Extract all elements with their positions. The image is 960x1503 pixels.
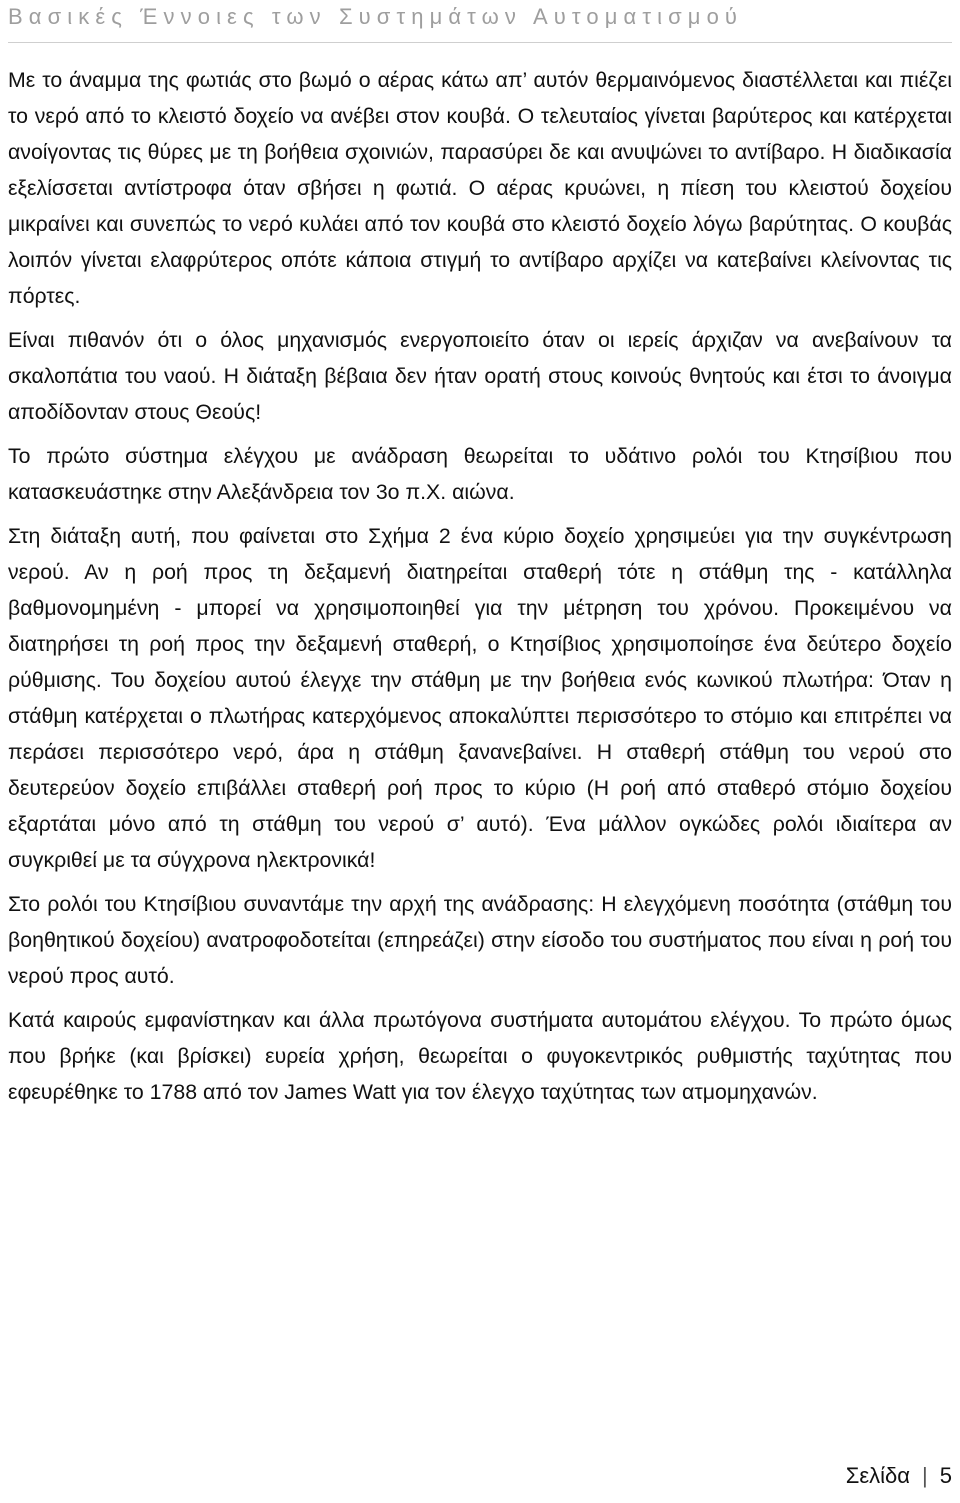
paragraph-5: Στο ρολόι του Κτησίβιου συναντάμε την αρχή της ανάδρασης: Η ελεγχόμενη ποσότητα (στάθμη του βοηθητικού δοχείου) ανατροφοδοτείται (επηρεάζει) στην είσοδο του συστήματος που είναι η ροή του νερού προς αυτό.	[8, 892, 952, 988]
paragraph-4: Στη διάταξη αυτή, που φαίνεται στο Σχήμα 2 ένα κύριο δοχείο χρησιμεύει για την συγκέντρωση νερού. Αν η ροή προς τη δεξαμενή διατηρείται σταθερή τότε η στάθμη της - κατάλληλα βαθμονομημένη - μπορεί να χρησιμοποιηθεί για την μέτρηση του χρόνου. Προκειμένου να διατηρήσει τη ροή προς την δεξαμενή σταθερή, ο Κτησίβιος χρησιμοποίησε ένα δεύτερο δοχείο ρύθμισης. Του δοχείου αυτού έλεγχε την στάθμη με την βοήθεια ενός κωνικού πλωτήρα: Όταν η στάθμη κατέρχεται ο πλωτήρας κατερχόμενος αποκαλύπτει περισσότερο το στόμιο και επιτρέπει να περάσει περισσότερο νερό, άρα η στάθμη ξανανεβαίνει. Η σταθερή στάθμη του νερού στο δευτερεύον δοχείο επιβάλλει σταθερή ροή προς το κύριο (Η ροή από σταθερό στόμιο δοχείου εξαρτάται μόνο από τη στάθμη του νερού σ’ αυτό). Ένα μάλλον ογκώδες ρολόι ιδιαίτερα αν συγκριθεί με τα σύγχρονα ηλεκτρονικά!	[8, 524, 952, 872]
paragraph-6: Κατά καιρούς εμφανίστηκαν και άλλα πρωτόγονα συστήματα αυτομάτου ελέγχου. Το πρώτο όμως που βρήκε (και βρίσκει) ευρεία χρήση, θεωρείται ο φυγοκεντρικός ρυθμιστής ταχύτητας που εφευρέθηκε το 1788 από τον James Watt για τον έλεγχο ταχύτητας των ατμομηχανών.	[8, 1008, 952, 1104]
page-footer	[846, 1458, 952, 1494]
running-header-title: Βασικές Έννοιες των Συστημάτων Αυτοματισμού	[8, 4, 744, 29]
paragraph-3: Το πρώτο σύστημα ελέγχου με ανάδραση θεωρείται το υδάτινο ρολόι του Κτησίβιου που κατασκευάστηκε στην Αλεξάνδρεια τον 3ο π.Χ. αιώνα.	[8, 444, 952, 504]
footer-separator: |	[922, 1463, 928, 1488]
paragraph-2: Είναι πιθανόν ότι ο όλος μηχανισμός ενεργοποιείτο όταν οι ιερείς άρχιζαν να ανεβαίνουν τα σκαλοπάτια του ναού. Η διάταξη βέβαια δεν ήταν ορατή στους κοινούς θνητούς και έτσι το άνοιγμα αποδίδονταν στους Θεούς!	[8, 328, 952, 424]
document-body	[8, 62, 952, 1118]
page-label: Σελίδα	[845, 1463, 911, 1488]
header-divider	[8, 42, 952, 43]
paragraph-1: Με το άναμμα της φωτιάς στο βωμό ο αέρας κάτω απ’ αυτόν θερμαινόμενος διαστέλλεται και πιέζει το νερό από το κλειστό δοχείο να ανέβει στον κουβά. Ο τελευταίος γίνεται βαρύτερος και κατέρχεται ανοίγοντας τις θύρες με τη βοήθεια σχοινιών, παρασύρει δε και ανυψώνει το αντίβαρο. Η διαδικασία εξελίσσεται αντίστροφα όταν σβήσει η φωτιά. Ο αέρας κρυώνει, η πίεση του κλειστού δοχείου μικραίνει και συνεπώς το νερό κυλάει από τον κουβά στο κλειστό δοχείο λόγω βαρύτητας. Ο κουβάς λοιπόν γίνεται ελαφρύτερος οπότε κάποια στιγμή το αντίβαρο αρχίζει να κατεβαίνει κλείνοντας τις πόρτες.	[8, 68, 952, 308]
page-number: 5	[939, 1463, 952, 1488]
